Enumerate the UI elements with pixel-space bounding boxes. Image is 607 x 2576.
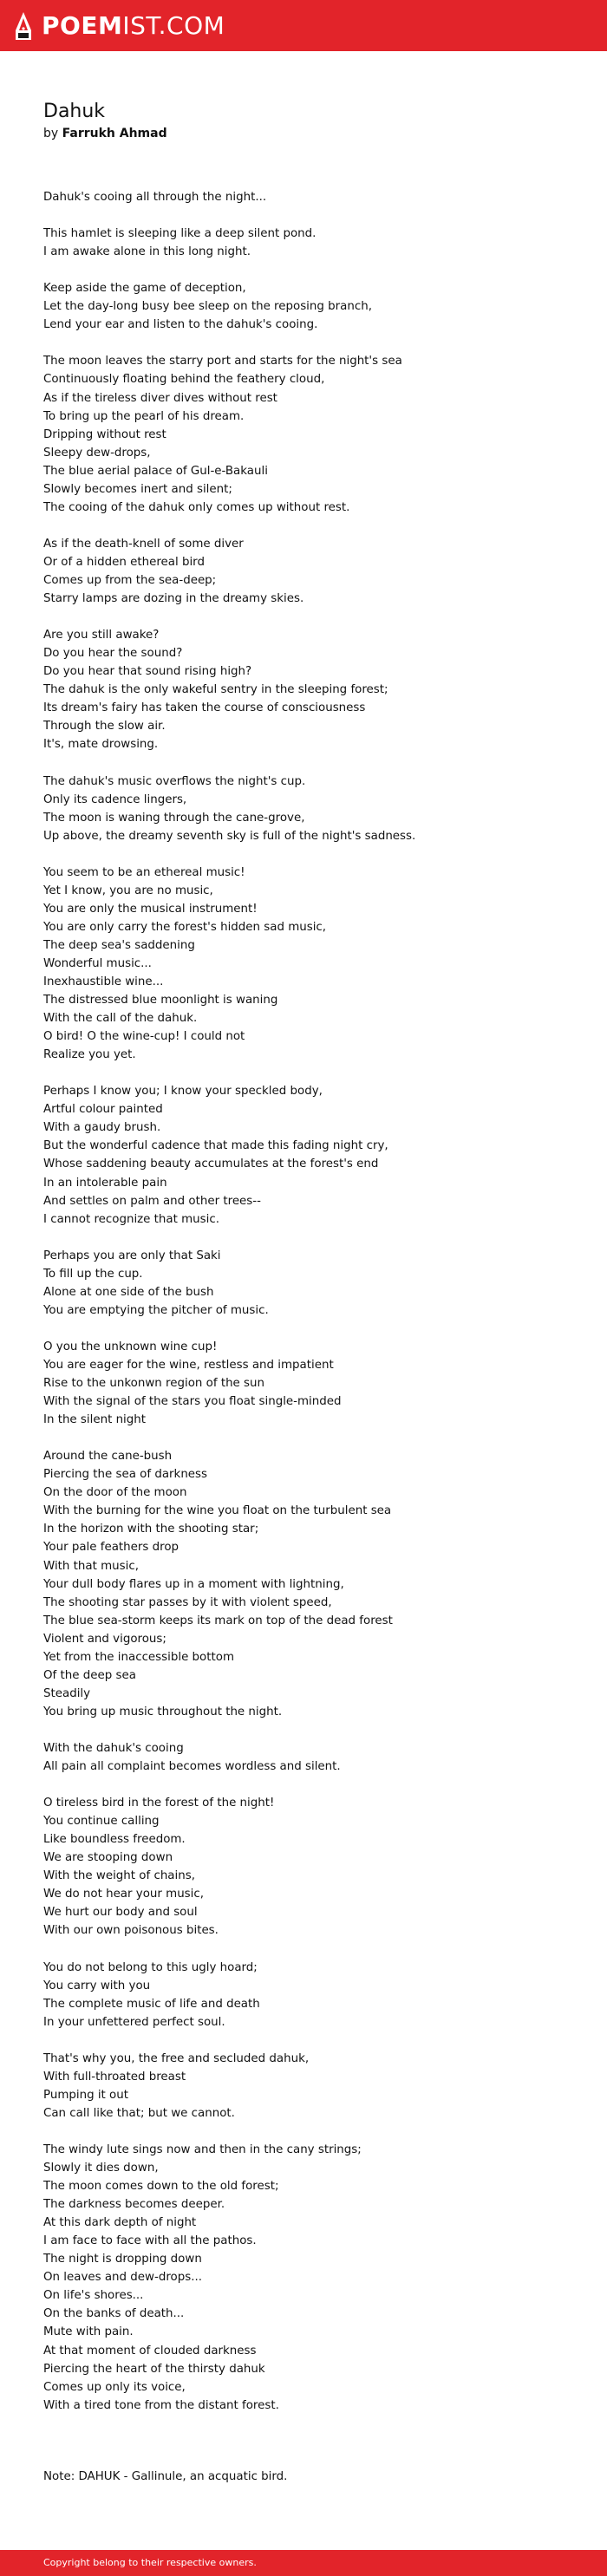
poem-line: With the signal of the stars you float single-minded [43,1395,342,1409]
poem-line: With a tired tone from the distant forest. [43,2398,279,2412]
poem-line: Comes up only its voice, [43,2380,186,2394]
poem-line: Starry lamps are dozing in the dreamy skies. [43,592,304,606]
poem-line: But the wonderful cadence that made this fading night cry, [43,1139,388,1153]
stanza [43,2050,581,2123]
poem-line: You carry with you [43,1979,151,1992]
poem-line: Realize you yet. [43,1048,136,1062]
poem-line: You continue calling [43,1815,160,1829]
poem-line: Like boundless freedom. [43,1833,186,1847]
poem-line: You bring up music throughout the night. [43,1705,283,1718]
poem-line: The darkness becomes deeper. [43,2198,225,2212]
poem-line: Continuously floating behind the feathery cloud, [43,373,325,387]
poem-line: On life's shores... [43,2289,144,2303]
poem-line: Keep aside the game of deception, [43,282,246,296]
poem-line: Pumping it out [43,2088,128,2102]
poem-line: Yet I know, you are no music, [43,884,213,897]
poem-line: The deep sea's saddening [43,938,195,952]
poem-line: In the horizon with the shooting star; [43,1523,259,1536]
poem-line: With a gaudy brush. [43,1121,161,1135]
stanza [43,279,581,334]
poem-line: I cannot recognize that music. [43,1212,219,1226]
poem-line: O bird! O the wine-cup! I could not [43,1030,245,1044]
poem-line: You do not belong to this ugly hoard; [43,1960,258,1974]
site-footer [0,2550,607,2576]
poem-line: In your unfettered perfect soul. [43,2015,225,2029]
poem-line: With the dahuk's cooing [43,1741,184,1755]
poem-header [43,99,572,142]
byline [43,125,572,142]
poem-line: Only its cadence lingers, [43,792,187,806]
poem-line: Or of a hidden ethereal bird [43,555,205,569]
poem-line: Slowly becomes inert and silent; [43,482,232,496]
poem-line: Whose saddening beauty accumulates at the forest's end [43,1158,379,1171]
poem-line: Violent and vigorous; [43,1632,166,1646]
poem-line: To fill up the cup. [43,1267,143,1281]
poem-line: You are only the musical instrument! [43,902,258,916]
poem-line: Slowly it dies down, [43,2162,159,2175]
poem-line: All pain all complaint becomes wordless and silent. [43,1760,341,1774]
poem-line: O tireless bird in the forest of the night! [43,1797,275,1810]
stanza [43,1959,581,2031]
poem-line: Through the slow air. [43,720,166,734]
poem-line: Comes up from the sea-deep; [43,573,217,587]
poem-line: Steadily [43,1686,91,1700]
poem-line: Lend your ear and listen to the dahuk's cooing. [43,318,318,332]
poem-line: Around the cane-bush [43,1450,173,1464]
poem-line: With the burning for the wine you float on the turbulent sea [43,1504,392,1518]
poem-line: With our own poisonous bites. [43,1924,219,1938]
poem-line: The cooing of the dahuk only comes up without rest. [43,500,350,514]
poem-line: And settles on palm and other trees-- [43,1194,261,1208]
stanza [43,1247,581,1320]
poem-line: Dripping without rest [43,427,166,441]
poem-line: The blue sea-storm keeps its mark on top of the dead forest [43,1614,393,1627]
poem-line: On leaves and dew-drops... [43,2271,202,2285]
poem-line: As if the death-knell of some diver [43,537,244,551]
poem-line: Do you hear the sound? [43,647,183,661]
poem-line: The shooting star passes by it with violent speed, [43,1595,332,1609]
stanza [43,1739,581,1776]
poem-line: The dahuk is the only wakeful sentry in the sleeping forest; [43,683,388,697]
poem-line: Can call like that; but we cannot. [43,2106,235,2120]
site-brand [42,10,225,42]
poem-line: On the door of the moon [43,1486,187,1500]
poem-line: You are eager for the wine, restless and impatient [43,1359,334,1372]
poem-line: Piercing the heart of the thirsty dahuk [43,2362,265,2376]
poem-title: Dahuk [43,101,106,122]
poem-line: With that music, [43,1559,139,1573]
poem-line: You seem to be an ethereal music! [43,865,245,879]
poem-line: To bring up the pearl of his dream. [43,409,245,423]
poem-line: The moon leaves the starry port and starts for the night's sea [43,355,402,368]
poem-line: At that moment of clouded darkness [43,2344,257,2358]
poem-line: With the call of the dahuk. [43,1012,198,1026]
poem-line: I am face to face with all the pathos. [43,2234,257,2248]
stanza [43,864,581,1065]
poem-line: Rise to the unkonwn region of the sun [43,1377,265,1391]
stanza [43,1338,581,1429]
poem-line: The moon is waning through the cane-grove, [43,811,305,825]
poem-line: The distressed blue moonlight is waning [43,994,278,1008]
poem-line: Up above, the dreamy seventh sky is full of the night's sadness. [43,829,416,843]
poem-line: We are stooping down [43,1851,173,1865]
stanza [43,352,581,516]
poem-line: Your dull body flares up in a moment with lightning, [43,1577,344,1591]
poem-line: The complete music of life and death [43,1997,260,2011]
copyright-text: Copyright belong to their respective owners. [43,2557,257,2568]
stanza [43,773,581,845]
poem-line: The moon comes down to the old forest; [43,2180,279,2194]
poem-line: It's, mate drowsing. [43,738,159,752]
poem-line: Artful colour painted [43,1103,163,1117]
poem-line: Let the day-long busy bee sleep on the reposing branch, [43,300,372,314]
poem-line: This hamlet is sleeping like a deep silent pond. [43,227,317,241]
author-name[interactable]: Farrukh Ahmad [62,127,167,140]
poem-note: Note: DAHUK - Gallinule, an acquatic bird. [43,2470,288,2483]
by-prefix: by [43,127,59,140]
poem-line: In the silent night [43,1413,147,1427]
poem-line: In an intolerable pain [43,1176,167,1190]
poem-line: Your pale feathers drop [43,1541,179,1555]
stanza [43,1082,581,1228]
poem-line: Alone at one side of the bush [43,1285,214,1299]
stanza [43,2141,581,2415]
poem-line: As if the tireless diver dives without rest [43,391,277,405]
stanza [43,1794,581,1940]
brand-thin: IST.COM [122,11,225,40]
poem-line: Dahuk's cooing all through the night... [43,191,267,204]
poem-line: The dahuk's music overflows the night's cup. [43,774,306,788]
poem-line: Of the deep sea [43,1668,136,1682]
poem-line: Perhaps I know you; I know your speckled body, [43,1085,323,1099]
poem-line: Inexhaustible wine... [43,975,164,989]
poem-line: Wonderful music... [43,956,152,970]
poem-line: At this dark depth of night [43,2216,197,2230]
stanza [43,626,581,753]
poem-line: The windy lute sings now and then in the cany strings; [43,2143,362,2157]
poem-line: Are you still awake? [43,629,160,642]
stanza [43,225,581,261]
poem-body [43,188,581,2433]
stanza [43,188,581,206]
site-logo[interactable] [14,10,225,42]
poem-line: Its dream's fairy has taken the course of consciousness [43,701,366,715]
poem-line: Do you hear that sound rising high? [43,665,252,679]
poem-line: Piercing the sea of darkness [43,1468,207,1482]
poem-line: Mute with pain. [43,2325,134,2339]
poem-line: Yet from the inaccessible bottom [43,1650,234,1664]
poem-line: With full-throated breast [43,2070,186,2084]
poem-line: With the weight of chains, [43,1869,195,1883]
poem-line: You are only carry the forest's hidden sad music, [43,920,327,934]
pen-nib-icon [14,11,33,41]
poem-line: O you the unknown wine cup! [43,1340,218,1353]
poem-line: On the banks of death... [43,2307,185,2321]
poem-line: We hurt our body and soul [43,1906,198,1920]
poem-line: The blue aerial palace of Gul-e-Bakauli [43,464,268,478]
brand-bold: POEM [42,11,123,40]
poem-line: Sleepy dew-drops, [43,446,151,460]
poem-line: I am awake alone in this long night. [43,245,251,259]
stanza [43,535,581,608]
site-header [0,0,607,51]
poem-line: Perhaps you are only that Saki [43,1249,221,1262]
poem-line: That's why you, the free and secluded dahuk, [43,2051,310,2065]
poem-line: The night is dropping down [43,2253,202,2266]
stanza [43,1447,581,1721]
poem-line: We do not hear your music, [43,1888,204,1901]
poem-line: You are emptying the pitcher of music. [43,1303,269,1317]
